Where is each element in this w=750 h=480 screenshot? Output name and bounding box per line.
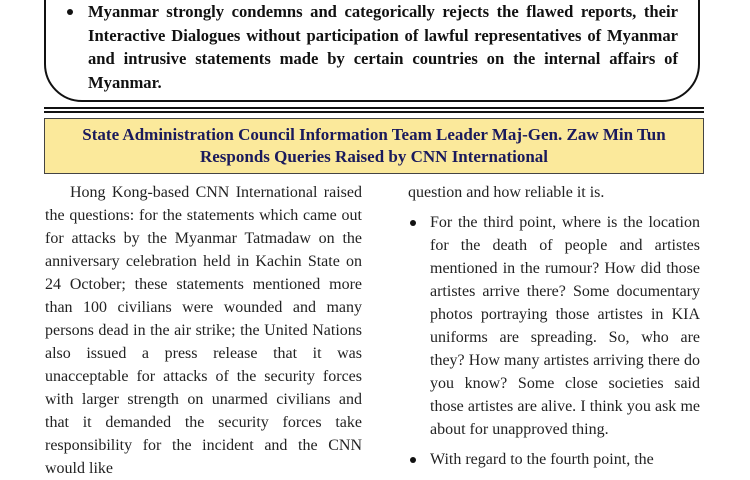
divider-rule <box>44 107 704 109</box>
body-paragraph: Hong Kong-based CNN International raised the questions: for the statements which came out for attacks by the Myanmar Tatmadaw on the anniversary celebration held in Kachin State on 24 October; these statements mentioned more than 100 civilians were wounded and many persons dead in the air strike; the United Nations also issued a press release that it was unacceptable for attacks of the security forces with larger strength on unarmed civilians and that it demanded the security forces take responsibility for the incident and the CNN would like <box>45 184 362 477</box>
statement-box <box>44 0 700 102</box>
divider-rule <box>44 111 704 113</box>
headline-line-1: State Administration Council Information Team Leader Maj-Gen. Zaw Min Tun <box>82 125 666 144</box>
answer-bullet: With regard to the fourth point, the <box>408 448 700 471</box>
answer-bullet: For the third point, where is the location for the death of people and artistes mentioned in the rumour? How did those artistes arrive there? Some documentary photos portraying those artistes in KIA uniforms are spreading. So, who are they? How many artistes arriving there do you know? Some close societies said those artistes are alive. I think you ask me about for unapproved thing. <box>408 211 700 441</box>
headline-line-2: Responds Queries Raised by CNN International <box>199 147 549 166</box>
right-column <box>408 181 700 471</box>
continued-text: question and how reliable it is. <box>408 184 605 201</box>
answer-list <box>408 211 700 471</box>
article-headline <box>44 118 704 174</box>
statement-bullet: Myanmar strongly condemns and categorically rejects the flawed reports, their Interactive Dialogues without participation of lawful representatives of Myanmar and intrusive statements made by certain countries on the internal affairs of Myanmar. <box>64 0 678 94</box>
left-column <box>45 181 362 480</box>
statement-list <box>64 0 678 94</box>
